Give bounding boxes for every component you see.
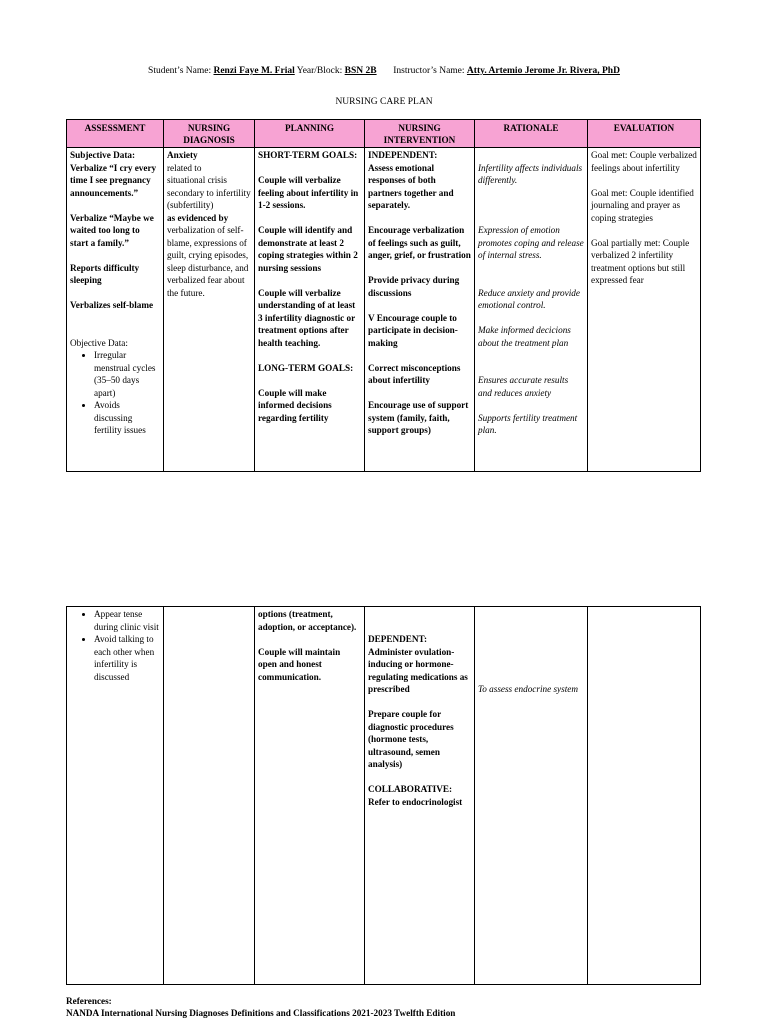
diagnosis-evidence: verbalization of self-blame, expressions of guilt, crying episodes, sleep disturbance, and verbalized fear about the future. [167,225,249,298]
intervention-cell [365,148,475,472]
planning-cell [255,607,365,985]
rationale-item: Infertility affects individuals differently. [478,162,583,185]
objective-heading: Objective Data: [70,337,128,348]
intervention-item: Refer to endocrinologist [368,796,463,807]
rationale-cell [475,148,588,472]
col-rationale: RATIONALE [475,120,588,148]
page-title: NURSING CARE PLAN [335,97,433,107]
table-header-row [67,120,701,148]
col-nursing-diagnosis: NURSING DIAGNOSIS [164,120,255,148]
table-row [67,607,701,985]
list-item: • Avoids discussing fertility issues [94,399,160,437]
long-term-heading: LONG-TERM GOALS: [258,362,354,373]
assessment-cell [67,148,164,472]
rationale-item: Expression of emotion promotes coping and release of internal stress. [478,225,584,260]
care-plan-table-page2 [66,606,701,985]
subjective-heading: Subjective Data: [70,150,136,160]
diagnosis-cause: situational crisis secondary to infertility (subfertility) [167,175,251,210]
subjective-item: Reports difficulty sleeping [70,262,140,285]
rationale-item: To assess endocrine system [478,684,578,694]
intervention-item: Administer ovulation-inducing or hormone-regulating medications as prescribed [368,646,468,694]
evaluation-item: Goal met: Couple identified journaling and prayer as coping strategies [591,187,694,223]
list-item: • Irregular menstrual cycles (35–50 days apart) [94,349,160,399]
col-nursing-intervention: NURSING INTERVENTION [365,120,475,148]
table-row [67,148,701,472]
planning-cell [255,148,365,472]
diagnosis-evidenced: as evidenced by [167,212,229,223]
evaluation-cell [588,148,701,472]
references-label: References: [66,996,112,1006]
independent-heading: INDEPENDENT: [368,150,438,160]
intervention-item: Provide privacy during discussions [368,275,460,298]
diagnosis-label: Anxiety [167,150,198,160]
short-term-heading: SHORT-TERM GOALS: [258,150,358,160]
goal-item: Couple will verbalize feeling about infertility in 1-2 sessions. [258,175,359,210]
intervention-cell [365,607,475,985]
year-block: BSN 2B [344,66,377,76]
assessment-cell [67,607,164,985]
rationale-cell [475,607,588,985]
instructor-name: Atty. Artemio Jerome Jr. Rivera, PhD [466,66,620,76]
collaborative-heading: COLLABORATIVE: [368,784,453,794]
intervention-item: Encourage verbalization of feelings such as guilt, anger, grief, or frustration [368,225,471,260]
col-planning: PLANNING [255,120,365,148]
diagnosis-cell [164,148,255,472]
diagnosis-cell [164,607,255,985]
list-item: • Avoid talking to each other when infertility is discussed [94,633,160,683]
col-evaluation: EVALUATION [588,120,701,148]
dependent-heading: DEPENDENT: [368,634,428,644]
student-name: Renzi Faye M. Frial [213,66,295,76]
col-assessment: ASSESSMENT [67,120,164,148]
subjective-item: Verbalize “Maybe we waited too long to start a family.” [70,212,154,248]
year-label: Year/Block: [296,66,343,76]
intervention-item: Correct misconceptions about infertility [368,362,461,385]
rationale-item: Reduce anxiety and provide emotional control. [478,287,580,310]
subjective-item: Verbalizes self-blame [70,300,154,310]
objective-list [70,349,160,437]
intervention-item: Prepare couple for diagnostic procedures (hormone tests, ultrasound, semen analysis) [368,709,454,769]
objective-list [70,608,160,683]
goal-item: Couple will make informed decisions regarding fertility [258,387,332,423]
evaluation-item: Goal partially met: Couple verbalized 2 infertility treatment options but still expressed fear [591,237,690,285]
diagnosis-related: related to [167,162,202,173]
rationale-item: Supports fertility treatment plan. [478,412,578,435]
student-info-header [0,66,768,76]
instructor-label: Instructor’s Name: [393,66,465,76]
goal-item: Couple will identify and demonstrate at least 2 coping strategies within 2 nursing sessions [258,225,358,273]
evaluation-item: Goal met: Couple verbalized feelings about infertility [591,150,697,173]
student-label: Student’s Name: [148,66,212,76]
list-item: • Appear tense during clinic visit [94,608,160,633]
evaluation-cell [588,607,701,985]
rationale-item: Ensures accurate results and reduces anxiety [478,375,569,398]
rationale-item: Make informed decicions about the treatment plan [478,325,571,348]
subjective-item: Verbalize “I cry every time I see pregnancy announcements.” [70,162,157,198]
intervention-item: V Encourage couple to participate in decision-making [368,312,458,348]
goal-item: Couple will maintain open and honest communication. [258,646,341,682]
intervention-item: Assess emotional responses of both partners together and separately. [368,162,454,210]
reference-item: NANDA International Nursing Diagnoses Definitions and Classifications 2021-2023 Twelfth Edition [66,1008,456,1018]
intervention-item: Encourage use of support system (family, faith, support groups) [368,400,469,435]
references [66,995,455,1019]
care-plan-table-page1 [66,119,701,472]
goal-item: Couple will verbalize understanding of at least 3 infertility diagnostic or treatment options after health teaching. [258,287,356,348]
goal-item: options (treatment, adoption, or acceptance). [258,609,357,632]
